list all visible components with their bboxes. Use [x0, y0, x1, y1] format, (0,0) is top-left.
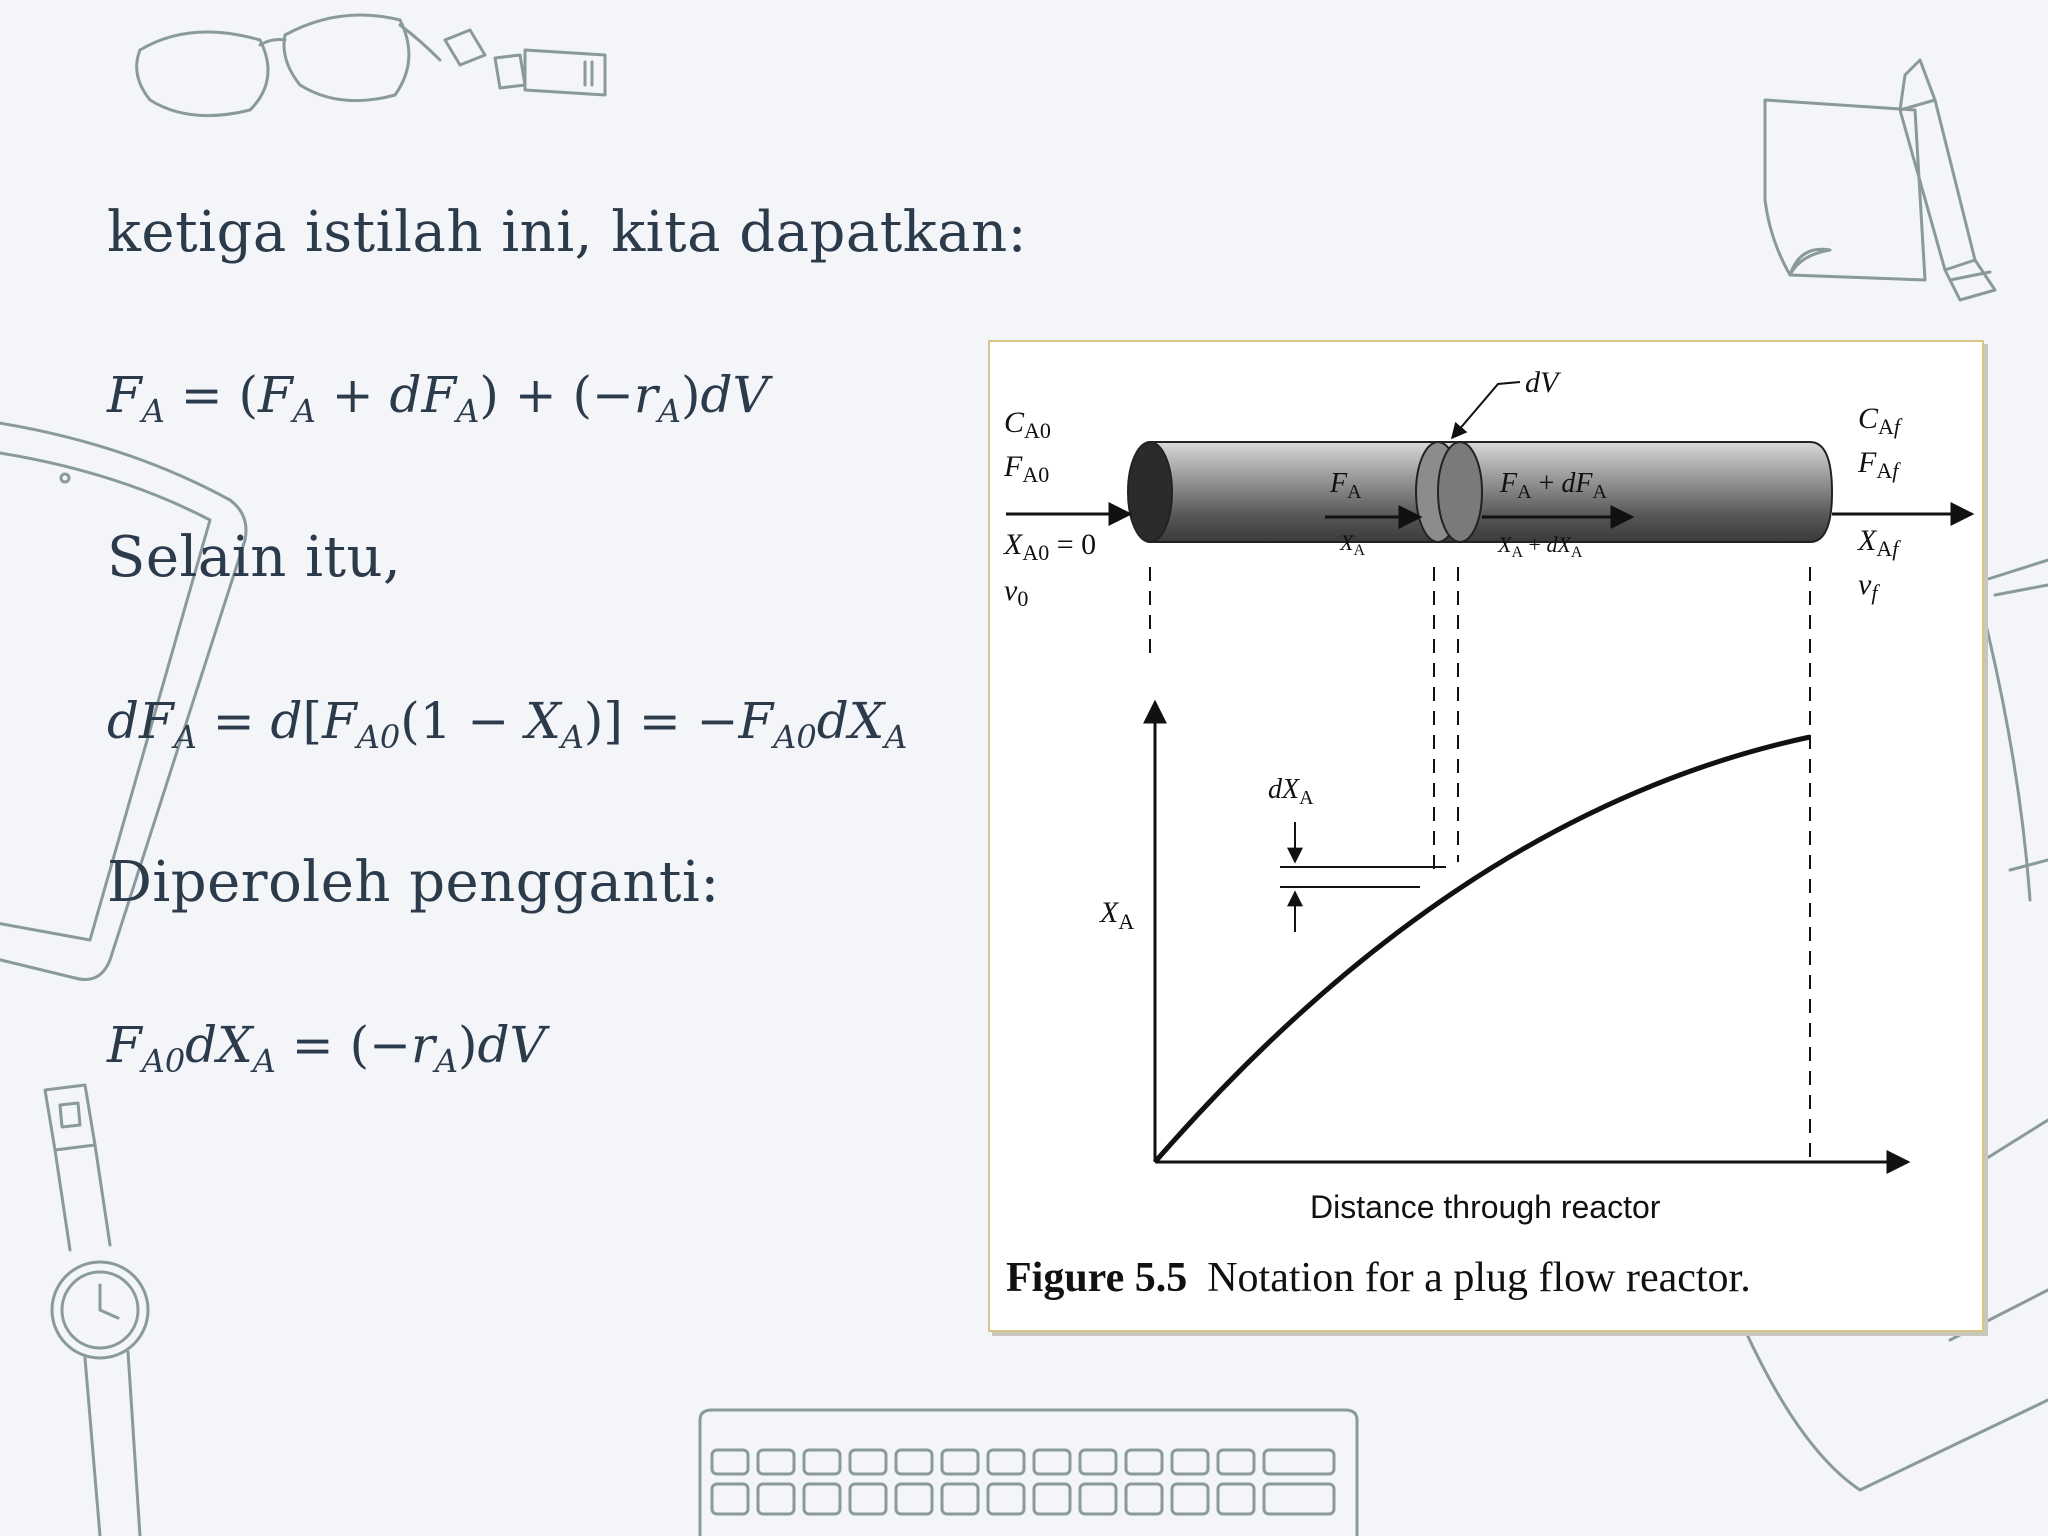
increment-label: $dX_A$ — [1268, 774, 1314, 809]
projection-lines — [1150, 567, 1810, 1162]
volume-element-right — [1438, 442, 1482, 542]
heading-diperoleh-pengganti: Diperoleh pengganti: — [107, 850, 720, 915]
keyboard-doodle-icon — [700, 1410, 1357, 1536]
outlet-label-f: $F_Af$ — [1858, 446, 1899, 483]
tube-label-fa-dfa: $F_A + dF_A$ — [1500, 468, 1607, 503]
watch-doodle-icon — [45, 1085, 148, 1536]
caption-text: Notation for a plug flow reactor. — [1207, 1255, 1751, 1301]
outlet-label-x: $X_Af$ — [1858, 524, 1899, 561]
tube-label-fa: $F_A$ — [1330, 468, 1362, 503]
conversion-curve — [1155, 737, 1810, 1162]
figure-plug-flow-reactor — [988, 340, 1984, 1332]
equation-dfa: $dF_A = d[F_{A0}(1 - X_A)] = -F_{A0}dX_A$ — [107, 692, 908, 756]
y-axis-label: $X_A$ — [1100, 896, 1135, 934]
heading-selain-itu: Selain itu, — [107, 525, 402, 590]
caption-number: Figure 5.5 — [1006, 1255, 1188, 1301]
equation-design: $F_{A0}dX_A = (-r_A)dV$ — [107, 1016, 546, 1080]
inlet-label-f: $F_{A0}$ — [1004, 450, 1050, 487]
inlet-label-x: $X_{A0} = 0$ — [1004, 528, 1097, 565]
usb-doodle-icon — [445, 30, 605, 95]
outlet-label-v: $v_f$ — [1858, 568, 1878, 605]
inlet-opening — [1128, 442, 1172, 542]
inlet-label-v: $v_0$ — [1004, 574, 1029, 611]
dv-label: dV — [1525, 366, 1559, 399]
dv-pointer — [1452, 382, 1520, 438]
tube-label-xa: $X_A$ — [1340, 530, 1366, 559]
x-axis-label: Distance through reactor — [1310, 1189, 1661, 1225]
pfr-diagram — [990, 342, 1982, 1330]
tube-label-xa-dxa: $X_A + dX_A$ — [1498, 532, 1583, 561]
heading-ketiga-istilah: ketiga istilah ini, kita dapatkan: — [107, 200, 1027, 265]
reactor-tube — [1128, 442, 1832, 542]
figure-caption — [1006, 1254, 1751, 1302]
glasses-doodle-icon — [137, 15, 440, 116]
inlet-label-c: $C_{A0}$ — [1004, 406, 1051, 443]
outlet-label-c: $C_Af$ — [1858, 402, 1901, 439]
equation-flow-balance: $F_A = (F_A + dF_A) + (-r_A)dV$ — [107, 366, 769, 430]
sticky-note-doodle-icon — [1765, 100, 1925, 280]
marker-doodle-icon — [1900, 60, 1995, 300]
